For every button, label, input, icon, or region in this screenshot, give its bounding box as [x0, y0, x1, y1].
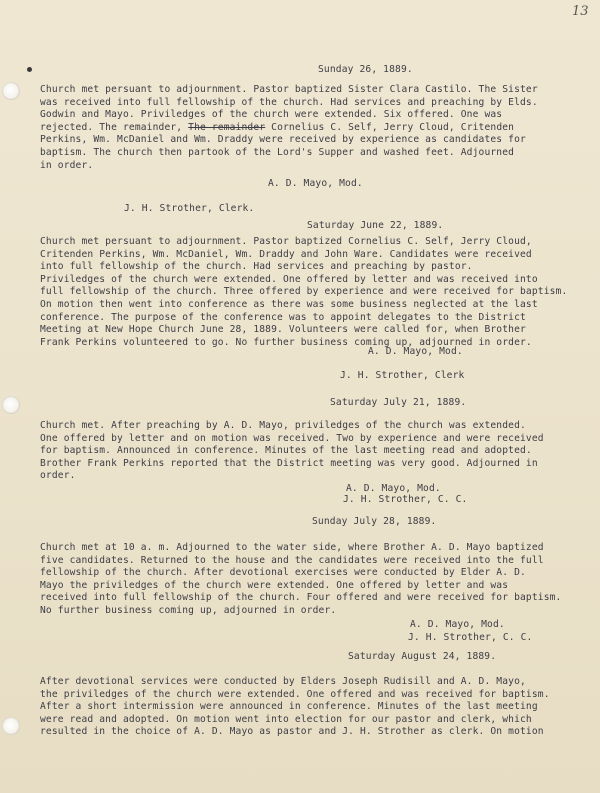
entry-4-clerk: J. H. Strother, C. C.	[408, 632, 533, 643]
entry-4-line-5: received into full fellowship of the church. Four offered and were received for baptism.	[40, 592, 562, 604]
entry-3-line-4: Brother Frank Perkins reported that the District meeting was very good. Adjourned in	[40, 457, 538, 469]
entry-4-body	[40, 542, 561, 618]
entry-5-date: Saturday August 24, 1889.	[348, 651, 497, 662]
entry-2-line-5: full fellowship of the church. Three offered by experience and were received for baptism.	[40, 286, 568, 298]
entry-5-body	[40, 676, 550, 739]
entry-4-line-1: Church met at 10 a. m. Adjourned to the water side, where Brother A. D. Mayo baptized	[40, 542, 544, 553]
binder-hole-bottom	[2, 717, 20, 735]
entry-2-line-8: Meeting at New Hope Church June 28, 1889. Volunteers were called for, when Brother	[40, 324, 526, 336]
entry-3-body	[40, 420, 544, 483]
entry-1-line-1: Church met persuant to adjournment. Pastor baptized Sister Clara Castilo. The Sister	[40, 84, 538, 95]
entry-1-body	[40, 84, 538, 172]
ink-dot	[27, 67, 32, 72]
entry-1-line-2: was received into full fellowship of the church. Had services and preaching by Elds.	[40, 96, 538, 108]
entry-5-line-4: were read and adopted. On motion went into election for our pastor and clerk, which	[40, 713, 532, 725]
binder-hole-middle	[2, 396, 20, 414]
entry-3-line-5: order.	[40, 470, 76, 482]
entry-2-moderator: A. D. Mayo, Mod.	[368, 346, 463, 357]
entry-2-line-9: Frank Perkins volunteered to go. No further business coming up, adjourned in order.	[40, 336, 532, 348]
entry-2-clerk: J. H. Strother, Clerk	[340, 370, 465, 381]
entry-1-struck-text: The remainder	[188, 121, 266, 133]
entry-5-line-1: After devotional services were conducted by Elders Joseph Rudisill and A. D. Mayo,	[40, 676, 526, 687]
entry-1-line-3: Godwin and Mayo. Priviledges of the church were extended. Six offered. One was	[40, 109, 503, 121]
entry-3-clerk: J. H. Strother, C. C.	[343, 494, 468, 505]
entry-4-line-4: Mayo the priviledges of the church were extended. One offered by letter and was	[40, 579, 509, 591]
entry-1-line-4	[40, 122, 538, 135]
page-number: 13	[572, 4, 589, 19]
entry-5-line-2: the priviledges of the church were extended. One offered and was received for baptism.	[40, 688, 550, 700]
entry-4-line-2: five candidates. Returned to the house and the candidates were received into the full	[40, 554, 544, 566]
entry-3-date: Saturday July 21, 1889.	[330, 397, 467, 408]
entry-1-line-7: in order.	[40, 159, 94, 171]
entry-2-body	[40, 236, 567, 349]
entry-5-line-3: After a short intermission were announced in conference. Minutes of the last meeting	[40, 701, 538, 713]
entry-1-clerk: J. H. Strother, Clerk.	[124, 203, 255, 214]
entry-2-line-7: conference. The purpose of the conference was to appoint delegates to the District	[40, 311, 526, 323]
entry-1-moderator: A. D. Mayo, Mod.	[268, 178, 363, 189]
entry-3-moderator: A. D. Mayo, Mod.	[346, 483, 441, 494]
entry-2-date: Saturday June 22, 1889.	[307, 220, 444, 231]
entry-3-line-2: One offered by letter and on motion was received. Two by experience and were received	[40, 432, 544, 444]
entry-1-line-4-rest: Cornelius C. Self, Jerry Cloud, Critenden	[265, 121, 515, 133]
entry-2-line-6: On motion then went into conference as there was some business neglected at the last	[40, 298, 538, 310]
entry-3-line-3: for baptism. Announced in conference. Minutes of the last meeting read and adopted.	[40, 445, 532, 457]
entry-1-line-5: Perkins, Wm. McDaniel and Wm. Draddy were received by experience as candidates for	[40, 134, 526, 146]
entry-2-line-1: Church met persuant to adjournment. Pastor baptized Cornelius C. Self, Jerry Cloud,	[40, 236, 532, 247]
entry-4-line-6: No further business coming up, adjourned in order.	[40, 604, 337, 616]
entry-4-moderator: A. D. Mayo, Mod.	[410, 619, 505, 630]
entry-1-date: Sunday 26, 1889.	[318, 64, 413, 75]
entry-1-line-4-start: rejected. The remainder,	[40, 121, 183, 133]
entry-2-line-4: Priviledges of the church were extended. One offered by letter and was received into	[40, 273, 538, 285]
entry-5-line-5: resulted in the choice of A. D. Mayo as pastor and J. H. Strother as clerk. On motion	[40, 726, 544, 738]
entry-3-line-1: Church met. After preaching by A. D. Mayo, priviledges of the church was extended.	[40, 420, 526, 431]
entry-2-line-3: into full fellowship of the church. Had services and preaching by pastor.	[40, 261, 473, 273]
entry-4-line-3: fellowship of the church. After devotional exercises were conducted by Elder A. D.	[40, 567, 526, 579]
entry-4-date: Sunday July 28, 1889.	[312, 516, 437, 527]
binder-hole-top	[2, 82, 20, 100]
entry-1-line-6: baptism. The church then partook of the Lord's Supper and washed feet. Adjourned	[40, 146, 515, 158]
entry-2-line-2: Critenden Perkins, Wm. McDaniel, Wm. Draddy and John Ware. Candidates were received	[40, 248, 532, 260]
